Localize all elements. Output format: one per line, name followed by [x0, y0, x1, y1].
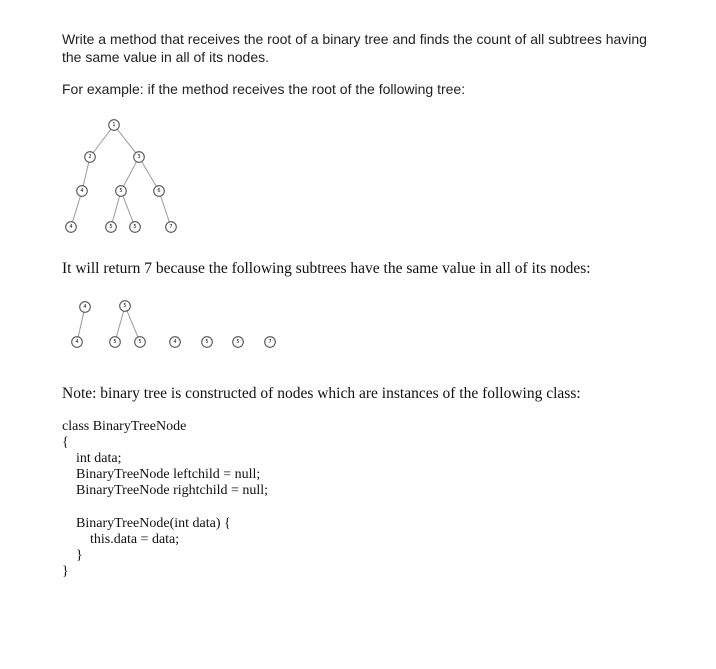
tree-edge [73, 196, 81, 222]
code-line-rightchild: BinaryTreeNode rightchild = null; [76, 483, 269, 498]
subtree-edge [78, 312, 84, 337]
subtree-node-label: 5 [123, 303, 127, 309]
problem-statement: Write a method that receives the root of a binary tree and finds the count of all subtrees having the same value in all of its nodes. [62, 31, 647, 65]
tree-edge [142, 162, 157, 187]
class-note: Note: binary tree is constructed of nodes which are instances of the following class: [62, 385, 581, 402]
subtree-node-label: 5 [138, 339, 142, 345]
tree-node-label: 5 [133, 224, 137, 230]
subtree-node-label: 5 [205, 339, 209, 345]
tree-node-label: 1 [112, 122, 116, 128]
tree-node-label: 4 [69, 224, 73, 230]
code-line-open-brace: { [62, 435, 69, 450]
tree-edge [112, 196, 119, 222]
tree-node-label: 2 [88, 154, 92, 160]
subtree-edge [127, 311, 138, 337]
code-line-data-field: int data; [76, 451, 122, 466]
tree-edge [123, 162, 136, 187]
tree-node-label: 6 [157, 188, 161, 194]
code-line-class-close: } [62, 564, 69, 579]
tree-node-label: 7 [169, 224, 173, 230]
code-line-constructor: BinaryTreeNode(int data) { [76, 516, 231, 531]
tree-node-label: 5 [109, 224, 113, 230]
tree-node-label: 4 [80, 188, 84, 194]
code-line-class: class BinaryTreeNode [62, 419, 187, 434]
code-line-assign: this.data = data; [90, 532, 180, 547]
tree-edge [83, 162, 89, 186]
code-line-leftchild: BinaryTreeNode leftchild = null; [76, 467, 261, 482]
subtree-node-label: 5 [236, 339, 240, 345]
tree-edge [117, 129, 135, 153]
subtree-node-label: 4 [173, 339, 177, 345]
tree-node-label: 3 [137, 154, 141, 160]
subtree-edge [116, 311, 123, 337]
subtree-node-label: 4 [83, 304, 87, 310]
subtree-node-label: 5 [113, 339, 117, 345]
subtree-node-label: 7 [268, 339, 272, 345]
subtree-node-label: 4 [75, 339, 79, 345]
code-line-constructor-close: } [76, 548, 83, 563]
result-explanation: It will return 7 because the following subtrees have the same value in all of its nodes: [62, 260, 591, 277]
example-intro: For example: if the method receives the root of the following tree: [62, 81, 466, 97]
tree-edge [93, 129, 111, 153]
tree-edge [161, 196, 170, 222]
tree-node-label: 5 [119, 188, 123, 194]
tree-edge [123, 196, 133, 222]
